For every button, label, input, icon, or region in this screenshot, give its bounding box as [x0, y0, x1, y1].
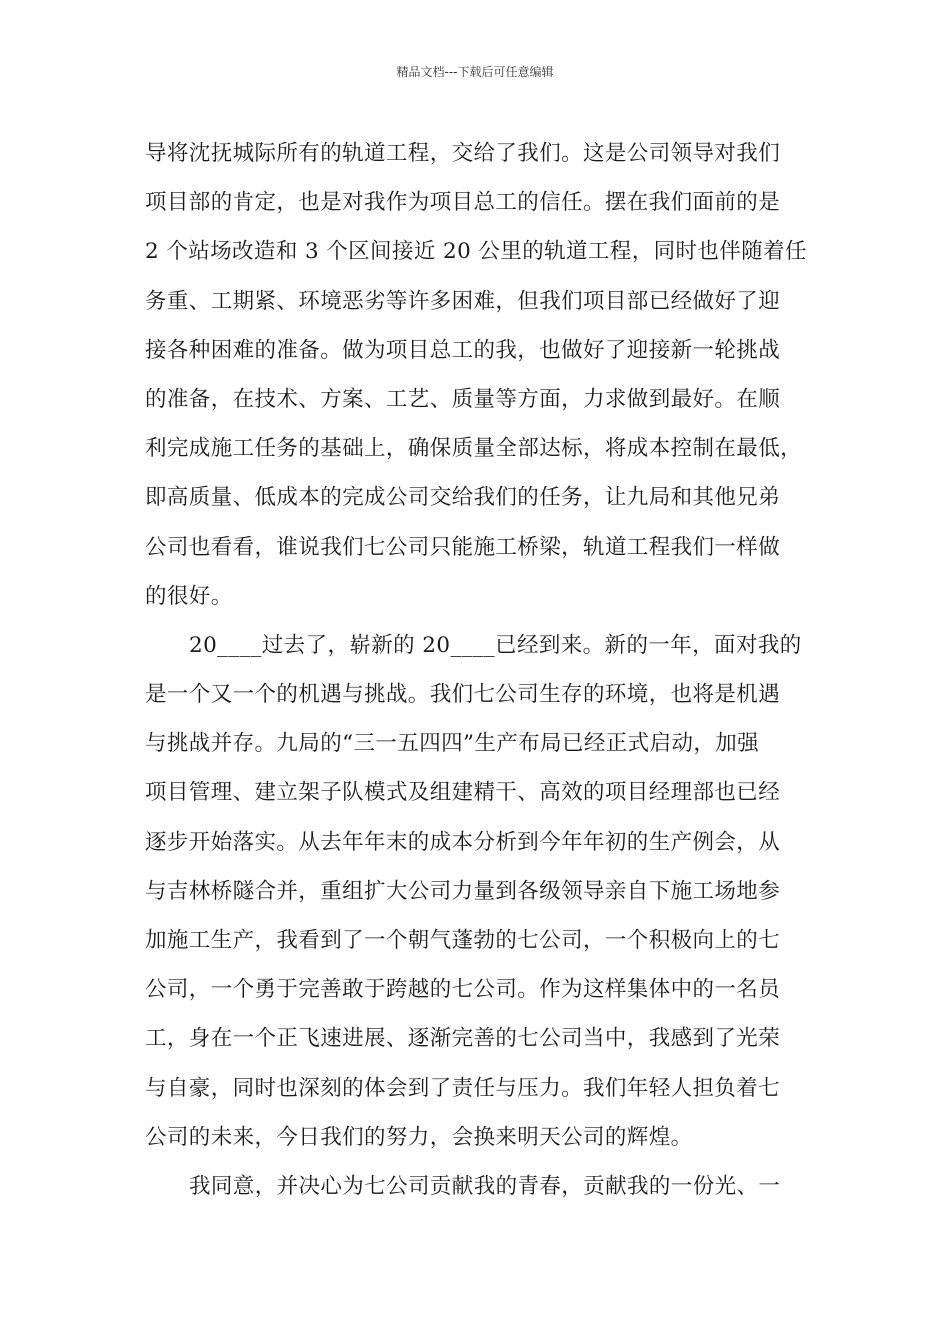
text-line: 公司的未来，今日我们的努力，会换来明天公司的辉煌。	[145, 1124, 693, 1150]
text-line: 项目部的肯定，也是对我作为项目总工的信任。摆在我们面前的是	[145, 190, 781, 216]
text-line: 项目管理、建立架子队模式及组建精干、高效的项目经理部也已经	[145, 780, 781, 806]
text-line: 与挑战并存。九局的“三一五四四”生产布局已经正式启动，加强	[145, 731, 760, 757]
text-line: 的很好。	[145, 583, 233, 609]
paragraph-first-line: 我同意，并决心为七公司贡献我的青春，贡献我的一份光、一	[189, 1173, 781, 1199]
text-line: 务重、工期紧、环境恶劣等许多困难，但我们项目部已经做好了迎	[145, 288, 781, 314]
text-line: 接各种困难的准备。做为项目总工的我，也做好了迎接新一轮挑战	[145, 337, 781, 363]
text-line: 导将沈抚城际所有的轨道工程，交给了我们。这是公司领导对我们	[145, 141, 781, 166]
text-line: 逐步开始落实。从去年年末的成本分析到今年年初的生产例会，从	[145, 829, 781, 855]
text-line: 利完成施工任务的基础上，确保质量全部达标，将成本控制在最低，	[145, 436, 803, 462]
text-line: 即高质量、低成本的完成公司交给我们的任务，让九局和其他兄弟	[145, 485, 781, 511]
text-line: 与吉林桥隧合并，重组扩大公司力量到各级领导亲自下施工场地参	[145, 878, 781, 904]
paragraph-first-line: 20____过去了，崭新的 20____已经到来。新的一年，面对我的	[189, 632, 802, 658]
text-line: 工，身在一个正飞速进展、逐渐完善的七公司当中，我感到了光荣	[145, 1026, 781, 1052]
text-line: 是一个又一个的机遇与挑战。我们七公司生存的环境，也将是机遇	[145, 682, 781, 708]
text-line: 公司，一个勇于完善敢于跨越的七公司。作为这样集体中的一名员	[145, 977, 781, 1003]
text-line: 与自豪，同时也深刻的体会到了责任与压力。我们年轻人担负着七	[145, 1075, 781, 1101]
document-body	[145, 129, 825, 1211]
text-line: 的准备，在技术、方案、工艺、质量等方面，力求做到最好。在顺	[145, 386, 781, 412]
text-line: 公司也看看，谁说我们七公司只能施工桥梁，轨道工程我们一样做	[145, 534, 781, 560]
text-line: 加施工生产，我看到了一个朝气蓬勃的七公司，一个积极向上的七	[145, 928, 781, 953]
page-header: 精品文档---下载后可任意编辑	[396, 65, 554, 79]
text-line: 2 个站场改造和 3 个区间接近 20 公里的轨道工程，同时也伴随着任	[145, 239, 807, 265]
